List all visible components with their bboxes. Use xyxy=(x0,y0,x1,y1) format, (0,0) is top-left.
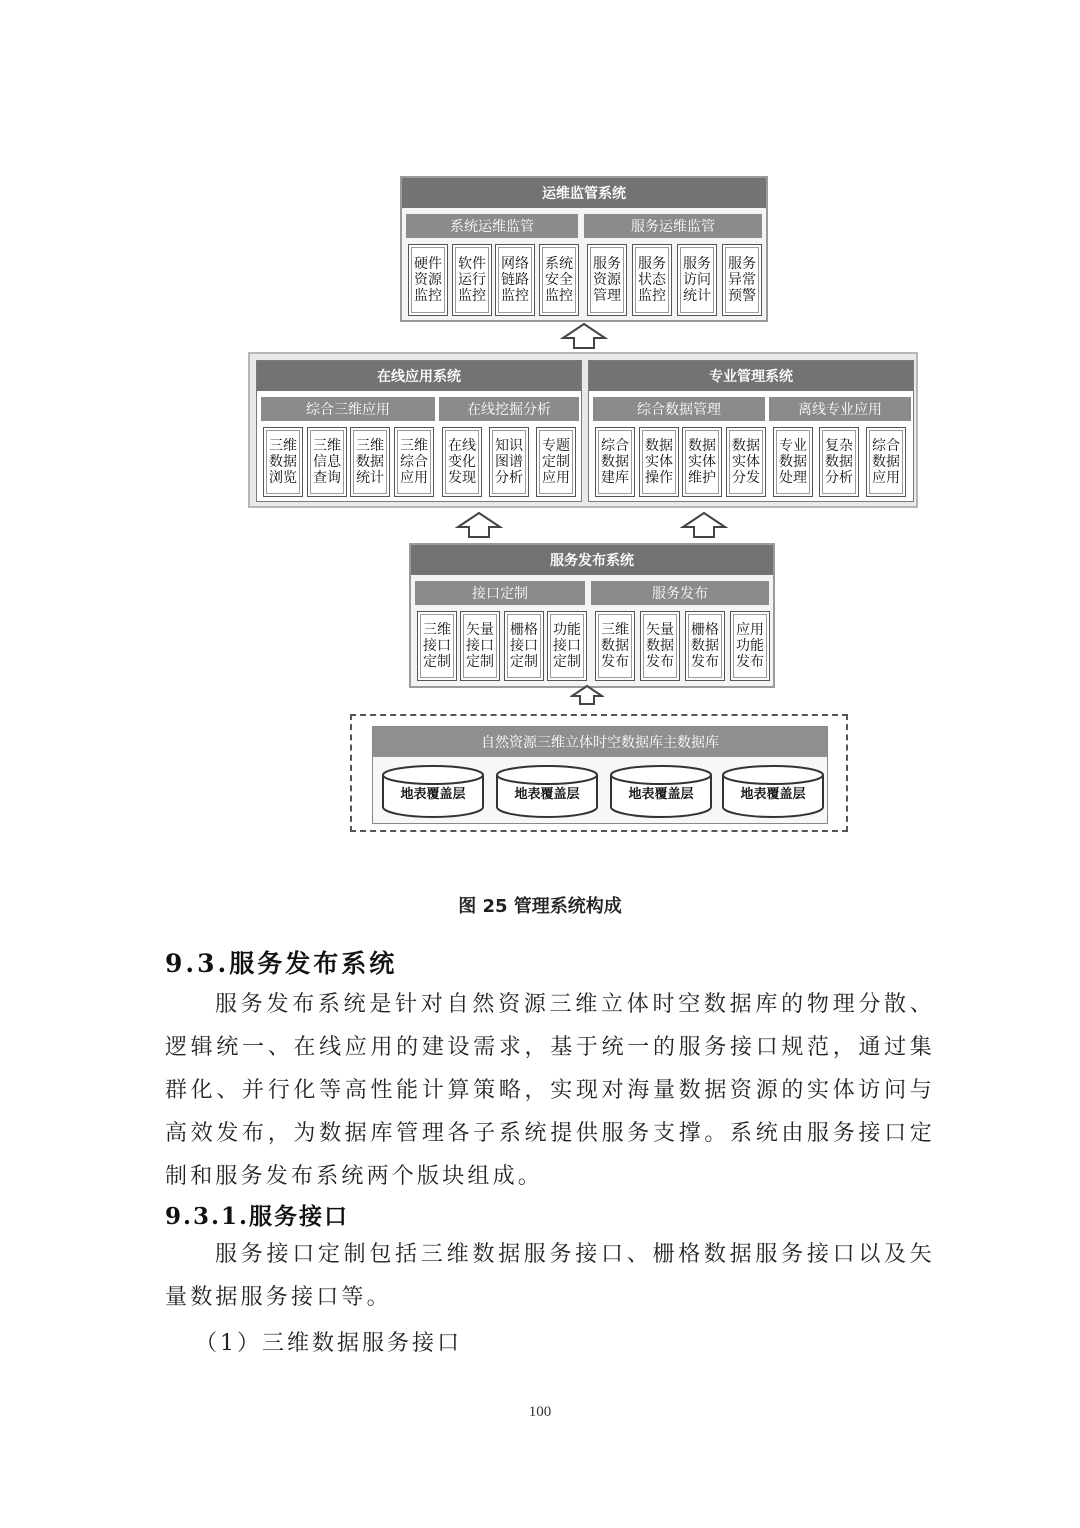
ops-group-2-label: 服务运维监管 xyxy=(584,214,762,238)
arrow-up-icon xyxy=(560,322,608,350)
publish-item-function-api: 功能接口定制 xyxy=(547,611,587,681)
publish-item-vector-publish: 矢量数据发布 xyxy=(640,611,680,681)
online-item-3d-app: 三维综合应用 xyxy=(394,427,434,497)
ops-group-1-label: 系统运维监管 xyxy=(406,214,578,238)
page-number: 100 xyxy=(528,1404,552,1420)
publish-item-raster-publish: 栅格数据发布 xyxy=(685,611,725,681)
ops-item-service-resource: 服务资源管理 xyxy=(587,244,627,316)
pro-item-entity-maint: 数据实体维护 xyxy=(682,427,722,497)
ops-item-software: 软件运行监控 xyxy=(452,244,492,316)
publish-item-3d-publish: 三维数据发布 xyxy=(595,611,635,681)
online-item-3d-query: 三维信息查询 xyxy=(307,427,347,497)
database-layer-3: 地表覆盖层 xyxy=(628,787,694,802)
pro-item-data-app: 综合数据应用 xyxy=(866,427,906,497)
ops-system-title: 运维监管系统 xyxy=(402,178,766,208)
section-paragraph: 服务发布系统是针对自然资源三维立体时空数据库的物理分散、逻辑统一、在线应用的建设需求，基于统一的服务接口规范，通过集群化、并行化等高性能计算策略，实现对海量数据资源的实体访问与高效发布，为数据库管理各子系统提供服务支撑。系统由服务接口定制和服务发布系统两个版块组成。 xyxy=(165,992,935,1189)
pro-group-1-label: 综合数据管理 xyxy=(593,397,765,421)
pro-mgmt-system-title: 专业管理系统 xyxy=(589,361,913,391)
arrow-up-icon xyxy=(455,511,503,539)
ops-item-service-status: 服务状态监控 xyxy=(632,244,672,316)
pro-group-2-label: 离线专业应用 xyxy=(769,397,911,421)
arrow-up-icon xyxy=(680,511,728,539)
subsection-paragraph: 服务接口定制包括三维数据服务接口、栅格数据服务接口以及矢量数据服务接口等。 xyxy=(165,1242,935,1310)
database-layer-4: 地表覆盖层 xyxy=(740,787,806,802)
online-item-custom-app: 专题定制应用 xyxy=(536,427,576,497)
online-app-system-title: 在线应用系统 xyxy=(257,361,581,391)
ops-item-hardware: 硬件资源监控 xyxy=(408,244,448,316)
database-container xyxy=(350,714,848,832)
database-title: 自然资源三维立体时空数据库主数据库 xyxy=(373,727,827,757)
ops-item-service-access: 服务访问统计 xyxy=(677,244,717,316)
pro-item-entity-op: 数据实体操作 xyxy=(639,427,679,497)
arrow-up-icon xyxy=(570,684,604,706)
database-layer-2: 地表覆盖层 xyxy=(514,787,580,802)
database-layer-1: 地表覆盖层 xyxy=(400,787,466,802)
online-item-3d-stats: 三维数据统计 xyxy=(350,427,390,497)
online-group-2-label: 在线挖掘分析 xyxy=(439,397,579,421)
pro-mgmt-system-box xyxy=(588,360,914,502)
ops-item-service-alert: 服务异常预警 xyxy=(722,244,762,316)
publish-item-vector-api: 矢量接口定制 xyxy=(460,611,500,681)
middle-band xyxy=(248,352,918,508)
publish-system-box xyxy=(409,543,775,688)
online-item-change-detect: 在线变化发现 xyxy=(442,427,482,497)
figure-caption: 图 25 管理系统构成 xyxy=(458,896,622,917)
publish-item-raster-api: 栅格接口定制 xyxy=(504,611,544,681)
online-item-3d-browse: 三维数据浏览 xyxy=(263,427,303,497)
publish-system-title: 服务发布系统 xyxy=(411,545,773,575)
ops-item-security: 系统安全监控 xyxy=(539,244,579,316)
online-app-system-box xyxy=(256,360,582,502)
publish-item-app-publish: 应用功能发布 xyxy=(730,611,770,681)
pro-item-build-db: 综合数据建库 xyxy=(595,427,635,497)
online-item-knowledge-graph: 知识图谱分析 xyxy=(489,427,529,497)
online-group-1-label: 综合三维应用 xyxy=(261,397,435,421)
list-item: （1）三维数据服务接口 xyxy=(195,1331,462,1356)
section-heading: 9.3.服务发布系统 xyxy=(165,949,398,978)
pro-item-data-process: 专业数据处理 xyxy=(773,427,813,497)
ops-system-box xyxy=(400,176,768,322)
ops-item-network: 网络链路监控 xyxy=(495,244,535,316)
publish-group-2-label: 服务发布 xyxy=(591,581,769,605)
subsection-heading: 9.3.1.服务接口 xyxy=(165,1203,350,1230)
database-box xyxy=(372,726,828,824)
pro-item-entity-dist: 数据实体分发 xyxy=(726,427,766,497)
publish-group-1-label: 接口定制 xyxy=(415,581,585,605)
pro-item-complex-analysis: 复杂数据分析 xyxy=(819,427,859,497)
publish-item-3d-api: 三维接口定制 xyxy=(417,611,457,681)
